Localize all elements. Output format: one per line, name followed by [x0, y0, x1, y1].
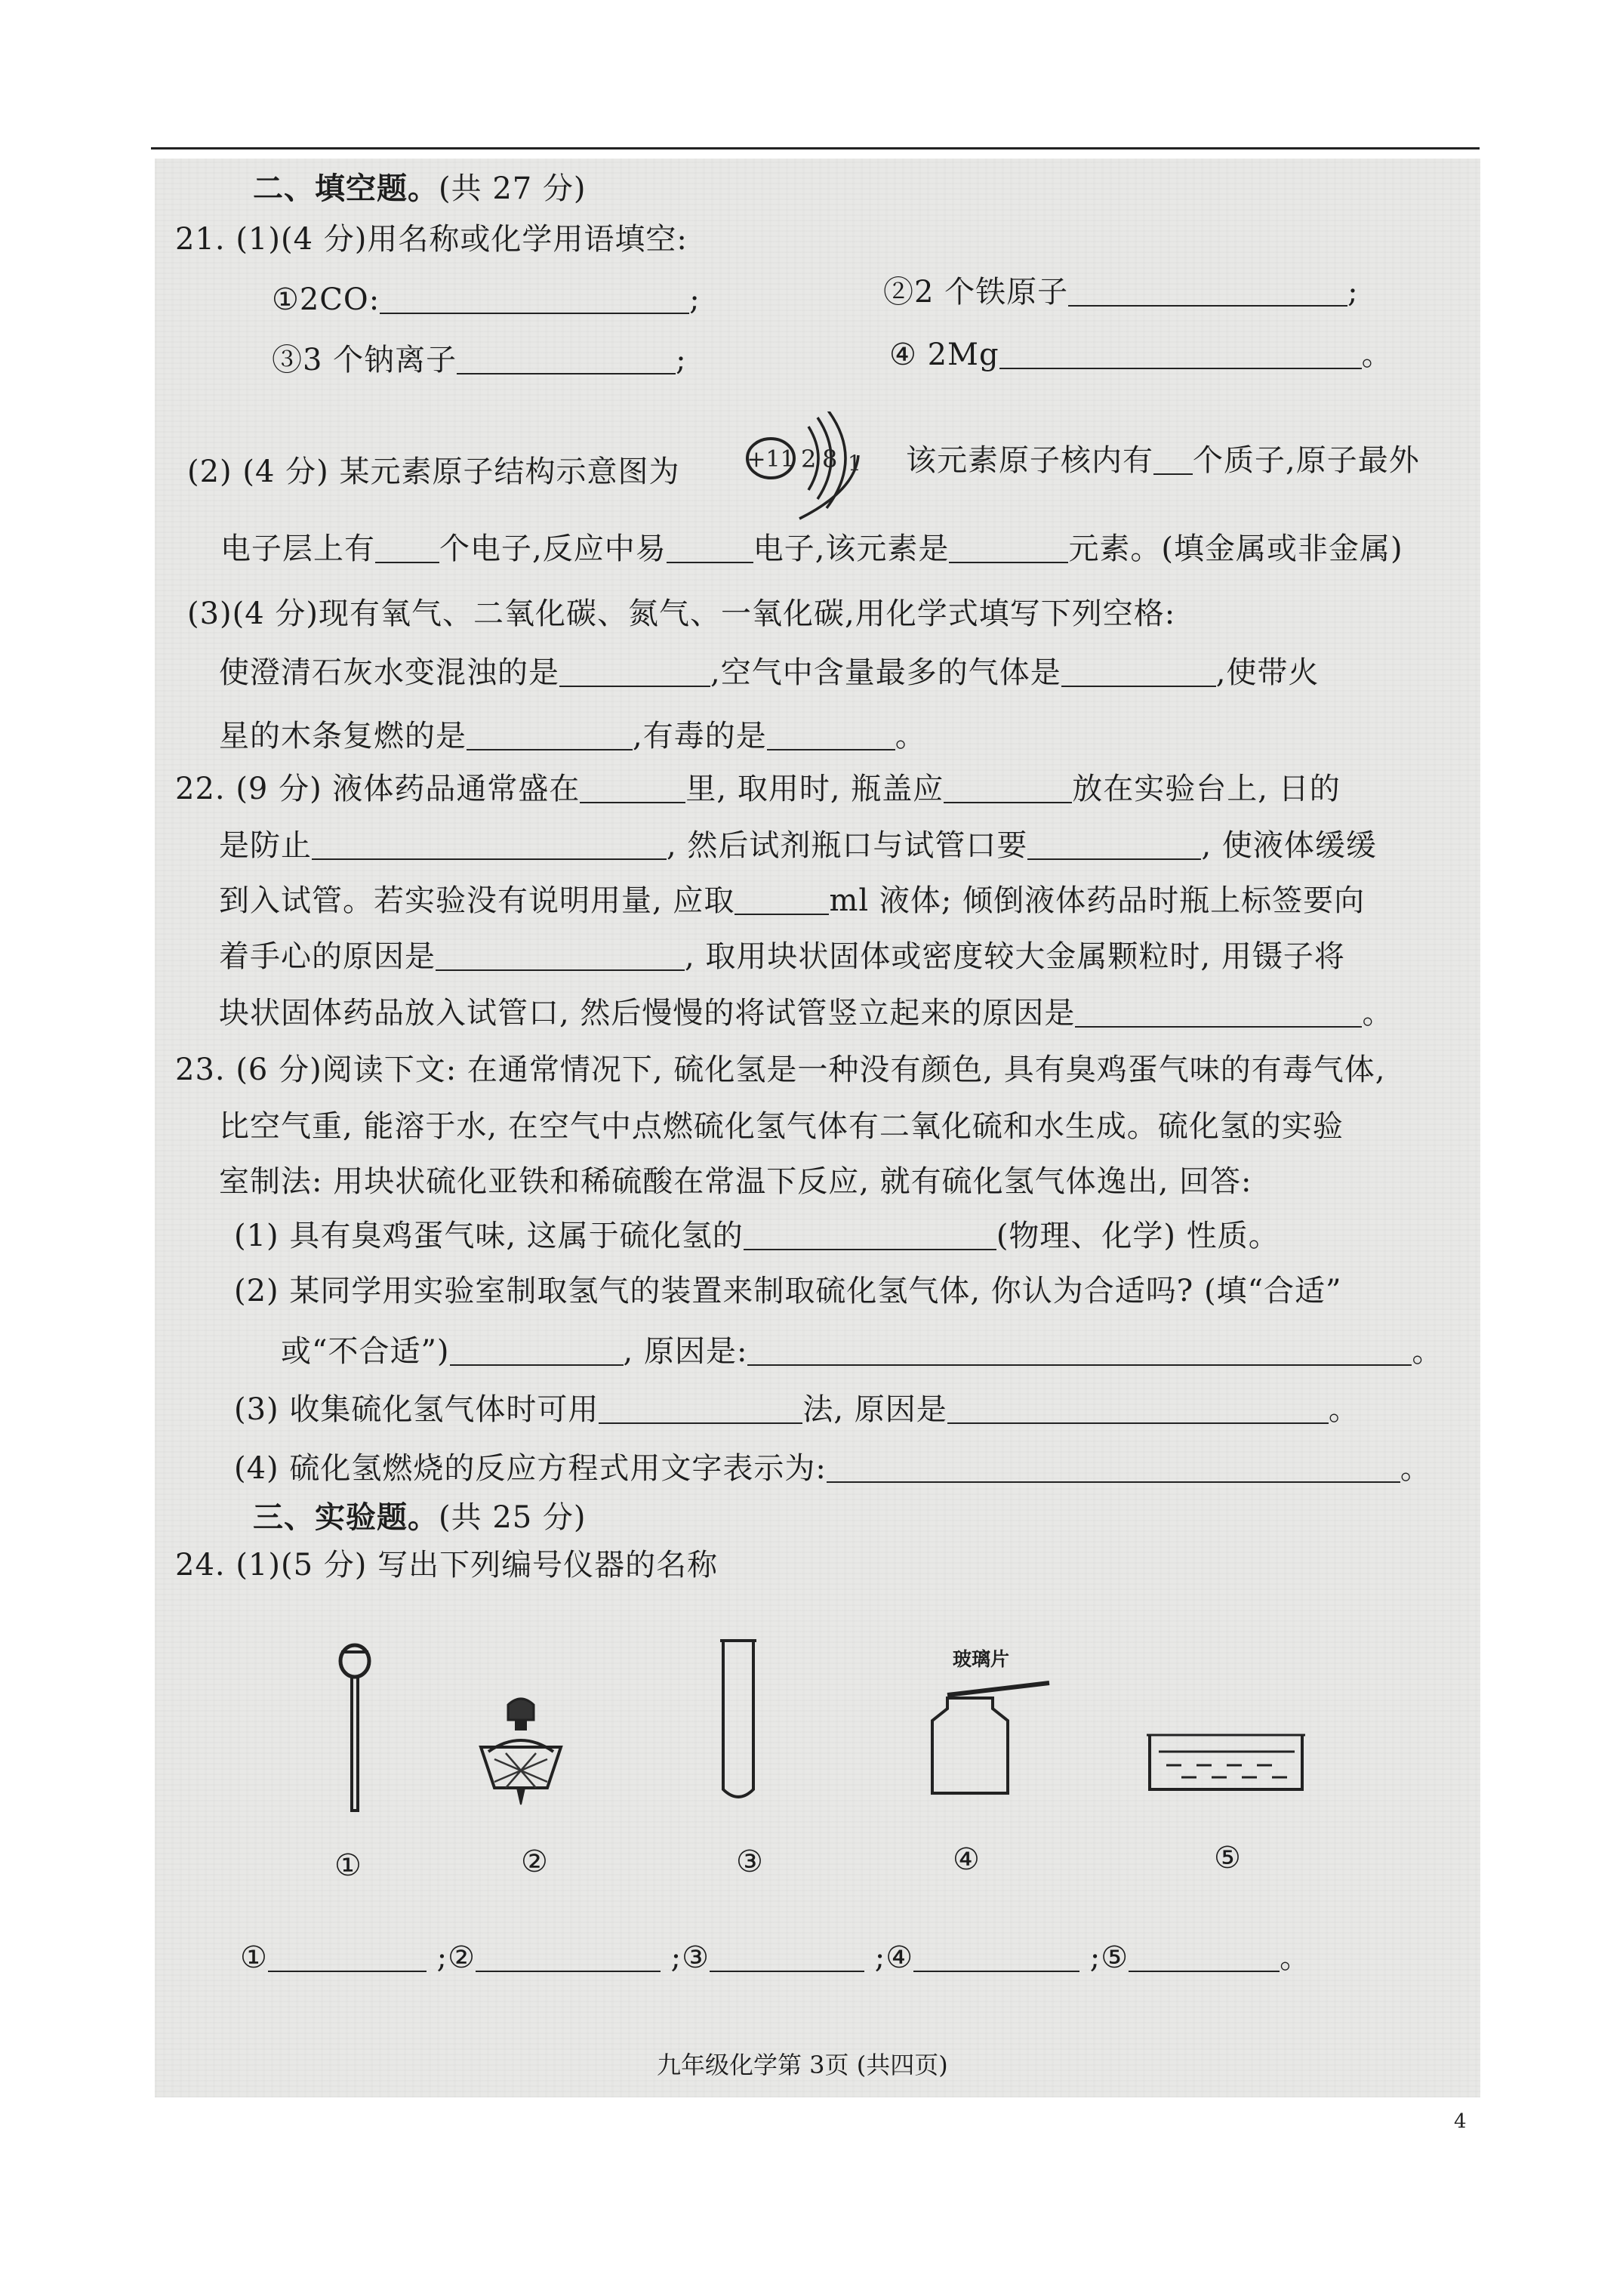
answer-blank[interactable]: [467, 722, 633, 750]
answer-blank[interactable]: [944, 775, 1072, 803]
q23-sub2-line2: 或“不合适”) , 原因是: 。: [281, 1334, 1443, 1369]
q21-part3-head: (3)(4 分)现有氧气、二氧化碳、氮气、一氧化碳,用化学式填写下列空格:: [187, 596, 1176, 631]
answer-blank[interactable]: [947, 1395, 1329, 1424]
page-number: 4: [1454, 2110, 1467, 2133]
answer-blank[interactable]: [559, 658, 710, 687]
answer-blank[interactable]: [747, 1337, 1412, 1366]
shell-count-2: 8: [822, 445, 838, 473]
q23-sub4: (4) 硫化氢燃烧的反应方程式用文字表示为: 。: [234, 1451, 1431, 1486]
apparatus-num-2: ②: [521, 1845, 548, 1879]
q23-sub1: (1) 具有臭鸡蛋气味, 这属于硫化氢的 (物理、化学) 性质。: [234, 1219, 1280, 1253]
answer-blank[interactable]: [599, 1395, 802, 1424]
answer-blank[interactable]: [1068, 278, 1347, 307]
answer-blank[interactable]: [744, 1222, 996, 1250]
answer-blank[interactable]: [913, 1943, 1079, 1972]
q22-line3: 到入试管。若实验没有说明用量, 应取 ml 液体; 倾倒液体药品时瓶上标签要向: [219, 883, 1366, 918]
test-tube-icon: [716, 1635, 761, 1808]
q23-line1: 23. (6 分)阅读下文: 在通常情况下, 硫化氢是一种没有颜色, 具有臭鸡蛋气味的有毒气体,: [175, 1052, 1386, 1087]
q21-item2: ②2 个铁原子 ;: [883, 275, 1359, 310]
answer-blank[interactable]: [1129, 1943, 1280, 1972]
answer-blank[interactable]: [710, 1943, 864, 1972]
answer-blank[interactable]: [457, 346, 676, 374]
section-2-title: 二、填空题。(共 27 分): [253, 171, 587, 206]
shell-count-3: 1: [848, 451, 861, 476]
q21-part3-line1: 使澄清石灰水变混浊的是 ,空气中含量最多的气体是 ,使带火: [219, 655, 1320, 690]
answer-blank[interactable]: [436, 942, 685, 971]
q22-line4: 着手心的原因是 , 取用块状固体或密度较大金属颗粒时, 用镊子将: [219, 939, 1345, 974]
shell-count-1: 2: [801, 445, 817, 473]
q21-part3-line2: 星的木条复燃的是 ,有毒的是 。: [219, 719, 926, 754]
q23-sub2-line1: (2) 某同学用实验室制取氢气的装置来制取硫化氢气体, 你认为合适吗? (填“合适”: [234, 1274, 1342, 1308]
answer-blank[interactable]: [827, 1454, 1400, 1483]
answer-blank[interactable]: [380, 285, 689, 314]
answer-blank[interactable]: [767, 722, 895, 750]
q24-answer-line: ① ;② ;③ ;④ ;⑤ 。: [240, 1940, 1311, 1975]
answer-blank[interactable]: [312, 831, 667, 860]
q21-part2-line2: 电子层上有 个电子,反应中易 电子,该元素是 元素。(填金属或非金属): [220, 532, 1403, 566]
apparatus-num-4: ④: [953, 1842, 980, 1877]
q21-part1-head: 21. (1)(4 分)用名称或化学用语填空:: [175, 222, 688, 257]
q22-line5: 块状固体药品放入试管口, 然后慢慢的将试管竖立起来的原因是 。: [219, 996, 1394, 1031]
q22-line1: 22. (9 分) 液体药品通常盛在 里, 取用时, 瓶盖应 放在实验台上, 日的: [175, 772, 1341, 806]
q24-head: 24. (1)(5 分) 写出下列编号仪器的名称: [175, 1548, 719, 1583]
answer-blank[interactable]: [450, 1337, 624, 1366]
q21-item4: ④ 2Mg 。: [889, 337, 1393, 372]
answer-blank[interactable]: [1153, 446, 1193, 475]
answer-blank[interactable]: [999, 341, 1362, 369]
alcohol-lamp-icon: [472, 1691, 570, 1812]
answer-blank[interactable]: [1027, 831, 1201, 860]
q21-part2-b: 该元素原子核内有 个质子,原子最外: [906, 443, 1420, 478]
answer-blank[interactable]: [735, 886, 829, 915]
q21-part2-a: (2) (4 分) 某元素原子结构示意图为: [187, 455, 680, 489]
apparatus-num-1: ①: [334, 1848, 362, 1883]
q21-item3: ③3 个钠离子 ;: [272, 343, 687, 378]
section-3-title: 三、实验题。(共 25 分): [253, 1499, 587, 1535]
dropper-icon: [325, 1629, 385, 1826]
answer-blank[interactable]: [580, 775, 685, 803]
apparatus-num-5: ⑤: [1214, 1841, 1241, 1875]
answer-blank[interactable]: [1075, 999, 1362, 1028]
answer-blank[interactable]: [1061, 658, 1216, 687]
nucleus-label: +11: [747, 446, 795, 473]
answer-blank[interactable]: [476, 1943, 661, 1972]
answer-blank[interactable]: [667, 535, 753, 563]
page-footer: 九年级化学第 3页 (共四页): [657, 2051, 948, 2079]
glass-slide-label: 玻璃片: [953, 1648, 1010, 1670]
answer-blank[interactable]: [375, 535, 439, 563]
trough-icon: [1144, 1729, 1310, 1812]
q23-line2: 比空气重, 能溶于水, 在空气中点燃硫化氢气体有二氧化硫和水生成。硫化氢的实验: [219, 1109, 1344, 1144]
answer-blank[interactable]: [949, 535, 1068, 563]
answer-blank[interactable]: [268, 1943, 427, 1972]
header-rule: [151, 147, 1480, 149]
atom-structure-diagram: [736, 411, 887, 525]
q21-item1: ①2CO: ;: [272, 282, 701, 317]
q22-line2: 是防止 , 然后试剂瓶口与试管口要 , 使液体缓缓: [219, 828, 1377, 863]
q23-line3: 室制法: 用块状硫化亚铁和稀硫酸在常温下反应, 就有硫化氢气体逸出, 回答:: [219, 1164, 1252, 1199]
apparatus-num-3: ③: [736, 1845, 763, 1879]
gas-jar-icon: [917, 1672, 1053, 1808]
q23-sub3: (3) 收集硫化氢气体时可用 法, 原因是 。: [234, 1392, 1360, 1427]
